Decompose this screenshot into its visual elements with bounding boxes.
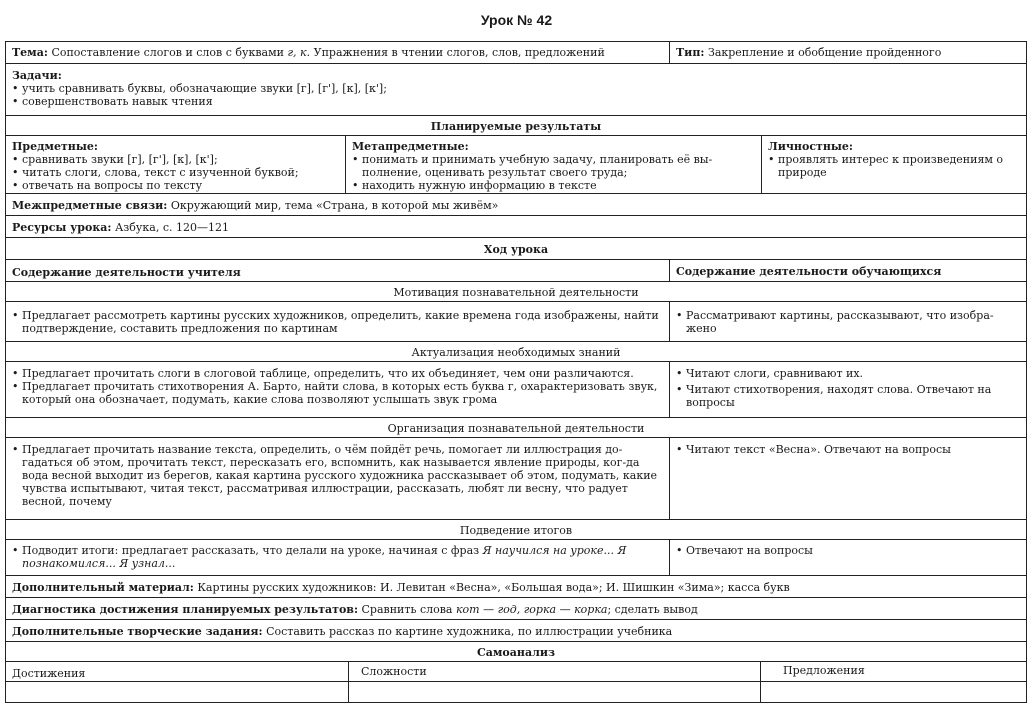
- subject-result-item: • отвечать на вопросы по тексту: [12, 179, 339, 192]
- tasks-cell: [6, 64, 1026, 115]
- planned-results-row: [6, 136, 1026, 194]
- student-activity-item: • Рассматривают картины, рассказывают, что изобра-жено: [676, 309, 1020, 335]
- student-activity-cell: [670, 540, 1026, 575]
- meta-result-item: • понимать и принимать учебную задачу, планировать её вы-полнение, оценивать результат своего труда;: [352, 153, 755, 179]
- meta-results-label: Метапредметные:: [352, 140, 469, 153]
- personal-results-label: Личностные:: [768, 140, 853, 153]
- resources-label: Ресурсы урока:: [12, 221, 112, 234]
- topic-text-a: Сопоставление слогов и слов с буквами: [51, 46, 288, 59]
- personal-results-list: [768, 153, 1020, 179]
- stage-content-row: [6, 438, 1026, 520]
- extra-material-cell: [6, 576, 1026, 597]
- planned-results-header-row: [6, 116, 1026, 136]
- self-analysis-header: Самоанализ: [476, 646, 555, 659]
- stage-name: Мотивация познавательной деятельности: [393, 286, 639, 299]
- achievements-cell: [6, 662, 349, 702]
- subject-results-cell: [6, 136, 346, 193]
- student-activity-item: • Читают слоги, сравнивают их.: [676, 367, 1020, 380]
- self-analysis-row: [6, 662, 1026, 702]
- meta-result-item: • находить нужную информацию в тексте: [352, 179, 755, 192]
- creative-tasks-text: Составить рассказ по картине художника, по иллюстрации учебника: [266, 625, 673, 638]
- tasks-list: [12, 82, 1020, 108]
- stage-content-row: [6, 540, 1026, 576]
- extra-material-row: [6, 576, 1026, 598]
- creative-tasks-cell: [6, 620, 1026, 641]
- self-analysis-header-row: [6, 642, 1026, 662]
- teacher-summary-text: Подводит итоги: предлагает рассказать, что делали на уроке, начиная с фраз: [22, 544, 483, 557]
- diagnostics-words: кот — год, горка — корка: [455, 603, 608, 616]
- topic-label: Тема:: [12, 46, 48, 59]
- student-activity-item: • Читают стихотворения, находят слова. Отвечают на вопросы: [676, 383, 1020, 409]
- meta-results-cell: [346, 136, 762, 193]
- suggestions-label: Предложения: [761, 662, 1026, 682]
- teacher-activity-item: • Предлагает прочитать слоги в слоговой таблице, определить, что их объединяет, чем они различаются.: [12, 367, 663, 380]
- activity-columns-row: [6, 260, 1026, 282]
- stage-content-row: [6, 302, 1026, 342]
- stage-header-row: [6, 520, 1026, 540]
- lesson-flow-header-row: [6, 238, 1026, 260]
- type-cell: [670, 42, 1026, 63]
- topic-cell: [6, 42, 670, 63]
- difficulties-label: Сложности: [349, 662, 760, 682]
- teacher-activity-item: [12, 544, 663, 570]
- extra-material-text: Картины русских художников: И. Левитан «Весна», «Большая вода»; И. Шишкин «Зима»; касса букв: [197, 581, 790, 594]
- teacher-activity-item: • Предлагает прочитать название текста, определить, о чём пойдёт речь, помогает ли иллюстрация до-гадаться об этом, прочитать текст, пересказать его, вспомнить, как называется явление природы, ког-да вода весной выходит из берегов, какая картина русского художника рассказывает об этом, подумать, какие чувства испытывают, читая текст, рассматривая иллюстрации, рассказать, любят ли весну, что радует весной, почему: [12, 443, 663, 508]
- task-item: • учить сравнивать буквы, обозначающие звуки [г], [г'], [к], [к'];: [12, 82, 1020, 95]
- teacher-activity-cell: [6, 362, 670, 417]
- diagnostics-label: Диагностика достижения планируемых результатов:: [12, 603, 359, 616]
- interdisciplinary-text: Окружающий мир, тема «Страна, в которой мы живём»: [170, 199, 499, 212]
- student-activity-item: • Отвечают на вопросы: [676, 544, 1020, 557]
- teacher-activity-item: • Предлагает рассмотреть картины русских художников, определить, какие времена года изображены, найти подтверждение, составить предложения по картинам: [12, 309, 663, 335]
- interdisciplinary-cell: [6, 194, 1026, 215]
- extra-material-label: Дополнительный материал:: [12, 581, 194, 594]
- tasks-label: Задачи:: [12, 69, 62, 82]
- student-activity-cell: [670, 362, 1026, 417]
- subject-result-item: • читать слоги, слова, текст с изученной буквой;: [12, 166, 339, 179]
- teacher-activity-cell: [6, 302, 670, 341]
- stage-header-row: [6, 418, 1026, 438]
- type-label: Тип:: [676, 46, 705, 59]
- achievements-label: Достижения: [6, 662, 348, 682]
- resources-cell: [6, 216, 1026, 237]
- creative-tasks-label: Дополнительные творческие задания:: [12, 625, 263, 638]
- personal-results-cell: [762, 136, 1026, 193]
- student-activity-item: • Читают текст «Весна». Отвечают на вопросы: [676, 443, 1020, 456]
- suggestions-cell: [761, 662, 1026, 702]
- subject-result-item: • сравнивать звуки [г], [г'], [к], [к'];: [12, 153, 339, 166]
- resources-text: Азбука, с. 120—121: [114, 221, 229, 234]
- topic-row: [6, 42, 1026, 64]
- tasks-row: [6, 64, 1026, 116]
- teacher-activity-cell: [6, 540, 670, 575]
- stage-name: Организация познавательной деятельности: [387, 422, 645, 435]
- meta-results-list: [352, 153, 755, 192]
- stage-name: Подведение итогов: [459, 524, 573, 537]
- interdisciplinary-row: [6, 194, 1026, 216]
- creative-tasks-row: [6, 620, 1026, 642]
- stage-name: Актуализация необходимых знаний: [411, 346, 621, 359]
- student-activity-cell: [670, 302, 1026, 341]
- teacher-column-header: Содержание деятельности учителя: [6, 260, 670, 281]
- topic-letters: г, к.: [287, 46, 311, 59]
- teacher-activity-item: • Предлагает прочитать стихотворения А. Барто, найти слова, в которых есть буква г, охарактеризовать звук, который она обозначает, подумать, какие слова позволяют услышать звук грома: [12, 380, 663, 406]
- lesson-plan-table: [5, 41, 1027, 703]
- student-column-header: Содержание деятельности обучающихся: [676, 265, 942, 278]
- difficulties-cell: [349, 662, 761, 702]
- planned-results-header: Планируемые результаты: [430, 120, 602, 133]
- subject-results-label: Предметные:: [12, 140, 98, 153]
- teacher-activity-cell: [6, 438, 670, 519]
- lesson-title: Урок № 42: [480, 12, 553, 28]
- stage-header-row: [6, 342, 1026, 362]
- lesson-flow-header: Ход урока: [483, 243, 549, 256]
- subject-results-list: [12, 153, 339, 192]
- stage-header-row: [6, 282, 1026, 302]
- diagnostics-text-b: ; сделать вывод: [607, 603, 698, 616]
- type-value: Закрепление и обобщение пройденного: [707, 46, 942, 59]
- teacher-summary-phrases: Я научился на уроке... Я познакомился... Я узнал...: [22, 544, 627, 570]
- resources-row: [6, 216, 1026, 238]
- diagnostics-cell: [6, 598, 1026, 619]
- task-item: • совершенствовать навык чтения: [12, 95, 1020, 108]
- student-activity-cell: [670, 438, 1026, 519]
- personal-result-item: • проявлять интерес к произведениям о природе: [768, 153, 1020, 179]
- diagnostics-text-a: Сравнить слова: [361, 603, 456, 616]
- stage-content-row: [6, 362, 1026, 418]
- topic-text-b: Упражнения в чтении слогов, слов, предложений: [310, 46, 605, 59]
- interdisciplinary-label: Межпредметные связи:: [12, 199, 168, 212]
- diagnostics-row: [6, 598, 1026, 620]
